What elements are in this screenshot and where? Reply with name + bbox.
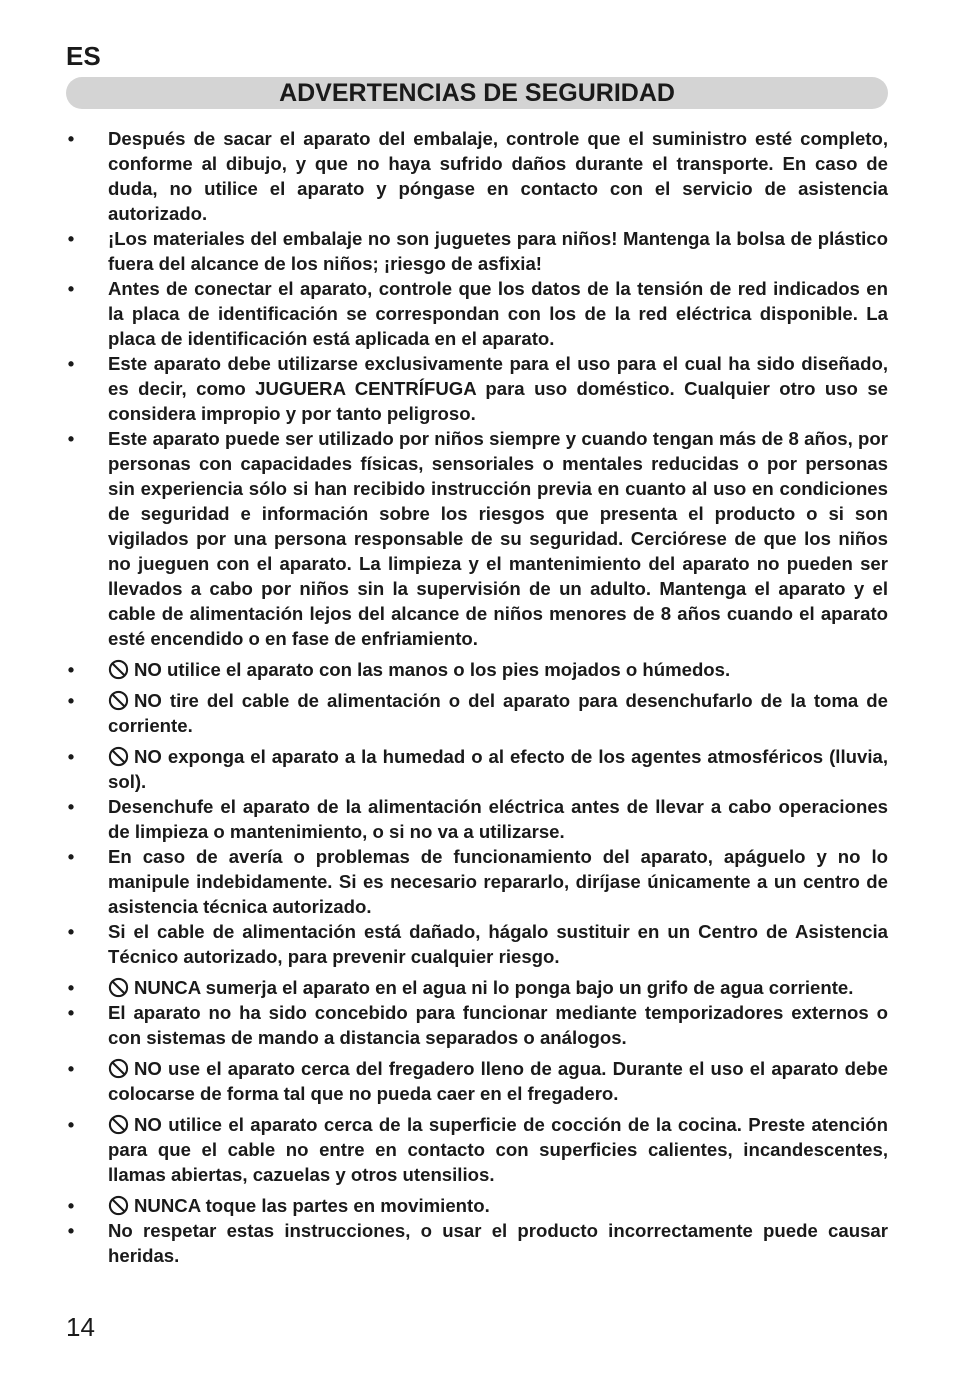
warning-item bbox=[64, 794, 888, 844]
warning-text: NUNCA sumerja el aparato en el agua ni lo ponga bajo un grifo de agua corriente. bbox=[134, 977, 854, 998]
bullet-icon: • bbox=[67, 228, 75, 249]
warning-text-block bbox=[108, 276, 888, 351]
prohibition-icon bbox=[108, 1195, 129, 1216]
warning-item bbox=[64, 1056, 888, 1106]
bullet-icon: • bbox=[67, 278, 75, 299]
prohibition-icon bbox=[108, 977, 129, 998]
warning-text: NUNCA toque las partes en movimiento. bbox=[134, 1195, 490, 1216]
warning-text-block bbox=[108, 351, 888, 426]
page-number: 14 bbox=[66, 1312, 95, 1342]
warning-item bbox=[64, 1000, 888, 1050]
prohibition-icon bbox=[108, 1114, 129, 1135]
warning-item bbox=[64, 226, 888, 276]
prohibition-icon bbox=[108, 659, 129, 680]
section-title-bar bbox=[66, 77, 888, 109]
bullet-icon: • bbox=[67, 353, 75, 374]
warning-text: NO tire del cable de alimentación o del aparato para desenchufarlo de la toma de corriente. bbox=[108, 690, 888, 736]
warning-text-block bbox=[108, 426, 888, 651]
language-code: ES bbox=[66, 41, 101, 71]
bullet-icon: • bbox=[67, 846, 75, 867]
warning-text-block bbox=[108, 1000, 888, 1050]
bullet-icon: • bbox=[67, 690, 75, 711]
warning-text-block bbox=[108, 688, 888, 738]
warning-text: Este aparato puede ser utilizado por niños siempre y cuando tengan más de 8 años, por personas con capacidades físicas, sensoriales o mentales reducidas o por personas sin experiencia sólo si han recibido instrucción previa en cuanto al uso en condiciones de seguridad e información sobre los riesgos que presenta el producto o si son vigilados por una persona responsable de su seguridad. Cerciórese de que los niños no jueguen con el aparato. La limpieza y el mantenimiento del aparato no pueden ser llevados a cabo por niños sin la supervisión de un adulto. Mantenga el aparato y el cable de alimentación lejos del alcance de niños menores de 8 años cuando el aparato esté encendido o en fase de enfriamiento. bbox=[108, 428, 888, 649]
bullet-icon: • bbox=[67, 977, 75, 998]
warning-text-block bbox=[108, 1112, 888, 1187]
warning-item bbox=[64, 688, 888, 738]
bullet-icon: • bbox=[67, 1195, 75, 1216]
warning-text: Antes de conectar el aparato, controle que los datos de la tensión de red indicados en la placa de identificación se correspondan con los de la red eléctrica disponible. La placa de identificación está aplicada en el aparato. bbox=[108, 278, 888, 349]
warning-text-block bbox=[108, 844, 888, 919]
bullet-icon: • bbox=[67, 1114, 75, 1135]
warning-text-block bbox=[108, 1193, 888, 1218]
section-title: ADVERTENCIAS DE SEGURIDAD bbox=[279, 79, 675, 107]
warning-item bbox=[64, 426, 888, 651]
bullet-icon: • bbox=[67, 1058, 75, 1079]
bullet-icon: • bbox=[67, 128, 75, 149]
bullet-icon: • bbox=[67, 746, 75, 767]
warning-text: NO exponga el aparato a la humedad o al efecto de los agentes atmosféricos (lluvia, sol). bbox=[108, 746, 888, 792]
warning-text-block bbox=[108, 744, 888, 794]
warning-text-block bbox=[108, 657, 888, 682]
warning-text: En caso de avería o problemas de funcionamiento del aparato, apáguelo y no lo manipule indebidamente. Si es necesario repararlo, diríjase únicamente a un centro de asistencia técnica autorizado. bbox=[108, 846, 888, 917]
warning-text: NO use el aparato cerca del fregadero lleno de agua. Durante el uso el aparato debe colocarse de forma tal que no pueda caer en el fregadero. bbox=[108, 1058, 888, 1104]
warning-item bbox=[64, 844, 888, 919]
warning-text: Desenchufe el aparato de la alimentación eléctrica antes de llevar a cabo operaciones de limpieza o mantenimiento, o si no va a utilizarse. bbox=[108, 796, 888, 842]
warning-text: Este aparato debe utilizarse exclusivamente para el uso para el cual ha sido diseñado, es decir, como JUGUERA CENTRÍFUGA para uso doméstico. Cualquier otro uso se considera impropio y por tanto peligroso. bbox=[108, 353, 888, 424]
warning-text-block bbox=[108, 126, 888, 226]
warning-item bbox=[64, 351, 888, 426]
warning-item bbox=[64, 1112, 888, 1187]
bullet-icon: • bbox=[67, 1002, 75, 1023]
warning-text-block bbox=[108, 975, 888, 1000]
bullet-icon: • bbox=[67, 659, 75, 680]
prohibition-icon bbox=[108, 746, 129, 767]
warning-text: Después de sacar el aparato del embalaje, controle que el suministro esté completo, conforme al dibujo, y que no haya sufrido daños durante el transporte. En caso de duda, no utilice el aparato y póngase en contacto con el servicio de asistencia autorizado. bbox=[108, 128, 888, 224]
warning-text-block bbox=[108, 1218, 888, 1268]
prohibition-icon bbox=[108, 690, 129, 711]
bullet-icon: • bbox=[67, 921, 75, 942]
warning-text-block bbox=[108, 226, 888, 276]
warning-text: Si el cable de alimentación está dañado, hágalo sustituir en un Centro de Asistencia Técnico autorizado, para prevenir cualquier riesgo. bbox=[108, 921, 888, 967]
warning-item bbox=[64, 1218, 888, 1268]
warning-item bbox=[64, 975, 888, 1000]
bullet-icon: • bbox=[67, 796, 75, 817]
warning-item bbox=[64, 919, 888, 969]
bullet-icon: • bbox=[67, 428, 75, 449]
warning-text-block bbox=[108, 794, 888, 844]
warning-item bbox=[64, 126, 888, 226]
safety-warnings-list bbox=[64, 126, 888, 1268]
bullet-icon: • bbox=[67, 1220, 75, 1241]
warning-item bbox=[64, 276, 888, 351]
warning-text-block bbox=[108, 919, 888, 969]
warning-text: ¡Los materiales del embalaje no son juguetes para niños! Mantenga la bolsa de plástico fuera del alcance de los niños; ¡riesgo de asfixia! bbox=[108, 228, 888, 274]
warning-text: NO utilice el aparato con las manos o los pies mojados o húmedos. bbox=[134, 659, 731, 680]
prohibition-icon bbox=[108, 1058, 129, 1079]
warning-item bbox=[64, 744, 888, 794]
warning-text: NO utilice el aparato cerca de la superficie de cocción de la cocina. Preste atención para que el cable no entre en contacto con superficies calientes, incandescentes, llamas abiertas, cazuelas y otros utensilios. bbox=[108, 1114, 888, 1185]
warning-item bbox=[64, 657, 888, 682]
warning-text: El aparato no ha sido concebido para funcionar mediante temporizadores externos o con sistemas de mando a distancia separados o análogos. bbox=[108, 1002, 888, 1048]
warning-text-block bbox=[108, 1056, 888, 1106]
warning-item bbox=[64, 1193, 888, 1218]
warning-text: No respetar estas instrucciones, o usar el producto incorrectamente puede causar heridas. bbox=[108, 1220, 888, 1266]
